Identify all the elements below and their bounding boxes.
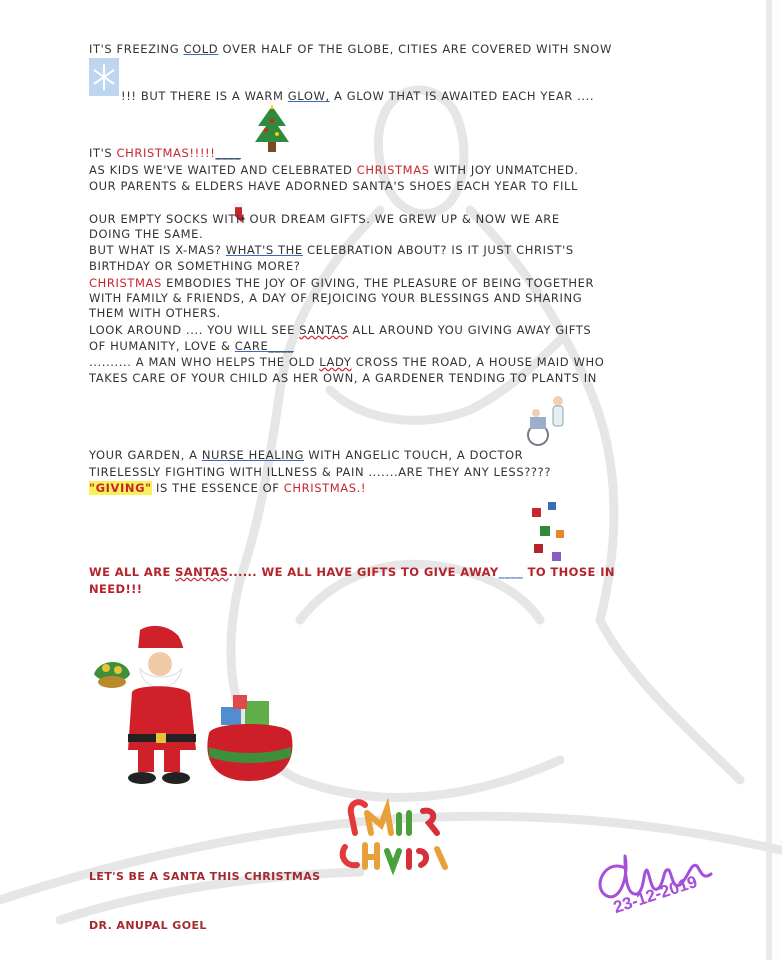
letter-line-bold: NEED!!!	[89, 582, 143, 596]
letter-line: CHRISTMAS EMBODIES THE JOY OF GIVING, THE PLEASURE OF BEING TOGETHER	[89, 276, 595, 290]
merry-christmas-clipart	[337, 795, 455, 875]
author-name: DR. ANUPAL GOEL	[89, 919, 207, 932]
signature-date: 23-12-2019	[611, 872, 700, 917]
christmas-tree-clipart	[252, 104, 292, 158]
letter-line: DOING THE SAME.	[89, 227, 204, 241]
nurse-wheelchair-clipart	[520, 393, 580, 449]
letter-line: LOOK AROUND .... YOU WILL SEE SANTAS ALL AROUND YOU GIVING AWAY GIFTS	[89, 323, 592, 337]
letter-line: IT'S CHRISTMAS!!!!!____	[89, 146, 241, 160]
letter-line: AS KIDS WE'VE WAITED AND CELEBRATED CHRISTMAS WITH JOY UNMATCHED.	[89, 163, 579, 177]
snowflake-clipart	[89, 58, 119, 96]
letter-line-bold: WE ALL ARE SANTAS...... WE ALL HAVE GIFTS TO GIVE AWAY____ TO THOSE IN	[89, 565, 615, 579]
gift-toys-clipart	[526, 500, 570, 566]
letter-line: BIRTHDAY OR SOMETHING MORE?	[89, 259, 301, 273]
gift-sack-clipart	[203, 693, 295, 783]
letter-line: BUT WHAT IS X-MAS? WHAT'S THE CELEBRATION ABOUT? IS IT JUST CHRIST'S	[89, 243, 574, 257]
letter-line: WITH FAMILY & FRIENDS, A DAY OF REJOICING YOUR BLESSINGS AND SHARING	[89, 291, 583, 305]
letter-line: IT'S FREEZING COLD OVER HALF OF THE GLOBE, CITIES ARE COVERED WITH SNOW	[89, 42, 612, 56]
letter-line: !!! BUT THERE IS A WARM GLOW, A GLOW THAT IS AWAITED EACH YEAR ....	[121, 89, 595, 103]
letter-line: TIRELESSLY FIGHTING WITH ILLNESS & PAIN .......ARE THEY ANY LESS????	[89, 465, 552, 479]
letter-line: OUR PARENTS & ELDERS HAVE ADORNED SANTA'S SHOES EACH YEAR TO FILL	[89, 179, 579, 193]
letter-line: OUR EMPTY SOCKS WITH OUR DREAM GIFTS. WE GREW UP & NOW WE ARE	[89, 212, 560, 226]
letter-line: TAKES CARE OF YOUR CHILD AS HER OWN, A GARDENER TENDING TO PLANTS IN	[89, 371, 597, 385]
letter-line: THEM WITH OTHERS.	[89, 306, 221, 320]
closing-line: LET'S BE A SANTA THIS CHRISTMAS	[89, 870, 321, 883]
letter-line: YOUR GARDEN, A NURSE HEALING WITH ANGELIC TOUCH, A DOCTOR	[89, 448, 524, 462]
letter-line: "GIVING" IS THE ESSENCE OF CHRISTMAS.!	[89, 481, 367, 495]
handwritten-signature	[585, 818, 735, 938]
letter-line: .......... A MAN WHO HELPS THE OLD LADY CROSS THE ROAD, A HOUSE MAID WHO	[89, 355, 605, 369]
letter-line: OF HUMANITY, LOVE & CARE____	[89, 339, 294, 353]
